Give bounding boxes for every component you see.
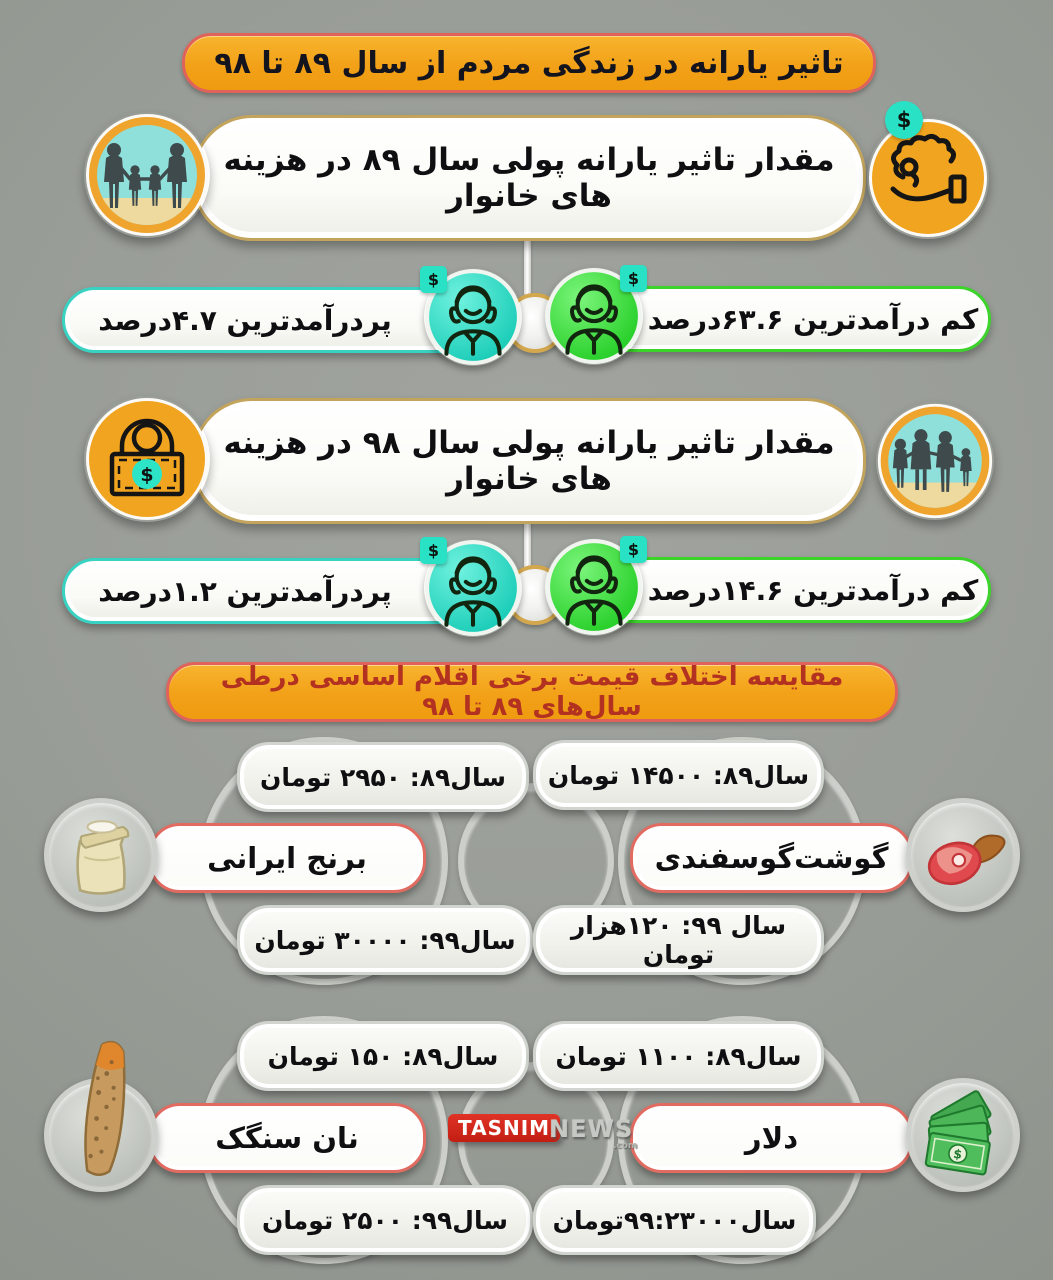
poor-person-icon bbox=[545, 538, 643, 636]
meat-name-pill: گوشت‌گوسفندی bbox=[630, 823, 913, 893]
rich-person-icon bbox=[424, 539, 522, 637]
cash-subsidy-icon bbox=[84, 396, 210, 522]
rice-price-99: سال۹۹: ۳۰۰۰۰ تومان bbox=[237, 905, 533, 975]
rice-name-pill: برنج ایرانی bbox=[148, 823, 426, 893]
rich-person-icon bbox=[424, 268, 522, 366]
page-title: تاثیر یارانه در زندگی مردم از سال ۸۹ تا ۹۸ bbox=[182, 33, 876, 93]
news-logo-text: NEWS bbox=[549, 1115, 634, 1143]
bread-price-99: سال۹۹: ۲۵۰۰ تومان bbox=[237, 1185, 533, 1255]
dollar-bills-icon bbox=[906, 1078, 1020, 1192]
high-income-pill-89: پردرآمدترین ۴.۷درصد bbox=[62, 287, 512, 353]
dollar-price-89: سال۸۹: ۱۱۰۰ تومان bbox=[533, 1021, 824, 1091]
family-icon bbox=[84, 112, 210, 238]
hand-money-icon bbox=[867, 108, 989, 239]
tasnim-news-logo bbox=[448, 1108, 658, 1160]
logo-domain-text: .com bbox=[613, 1141, 638, 1151]
low-income-pill-89: کم درآمدترین ۶۳.۶درصد bbox=[551, 286, 991, 352]
poor-person-icon bbox=[545, 267, 643, 365]
dollar-tag-icon: $ bbox=[420, 266, 447, 293]
section1-header: مقدار تاثیر یارانه پولی سال ۸۹ در هزینه های خانوار bbox=[192, 115, 866, 241]
dollar-tag-icon: $ bbox=[620, 265, 647, 292]
svg-text:$: $ bbox=[952, 1145, 964, 1162]
high-income-pill-98: پردرآمدترین ۱.۲درصد bbox=[62, 558, 512, 624]
meat-price-99: سال ۹۹: ۱۲۰هزار تومان bbox=[533, 905, 824, 975]
low-income-pill-98: کم درآمدترین ۱۴.۶درصد bbox=[551, 557, 991, 623]
dollar-badge-icon: $ bbox=[885, 101, 923, 139]
meat-price-89: سال۸۹: ۱۴۵۰۰ تومان bbox=[533, 740, 824, 810]
comparison-banner: مقایسه اختلاف قیمت برخی اقلام اساسی درطی سال‌های ۸۹ تا ۹۸ bbox=[166, 662, 898, 722]
svg-text:$: $ bbox=[140, 464, 154, 486]
sangak-bread-icon bbox=[44, 1078, 158, 1192]
rice-sack-icon bbox=[44, 798, 158, 912]
rice-price-89: سال۸۹: ۲۹۵۰ تومان bbox=[237, 742, 529, 812]
dollar-tag-icon: $ bbox=[420, 537, 447, 564]
dollar-tag-icon: $ bbox=[620, 536, 647, 563]
bread-price-89: سال۸۹: ۱۵۰ تومان bbox=[237, 1021, 529, 1091]
bread-name-pill: نان سنگک bbox=[148, 1103, 426, 1173]
section2-header: مقدار تاثیر یارانه پولی سال ۹۸ در هزینه های خانوار bbox=[192, 398, 866, 524]
dollar-price-99: سال۹۹:۲۳۰۰۰تومان bbox=[533, 1185, 816, 1255]
dollar-name-pill: دلار bbox=[630, 1103, 913, 1173]
tasnim-logo-box: TASNIM bbox=[448, 1114, 560, 1142]
lamb-meat-icon bbox=[906, 798, 1020, 912]
connector-line-section1 bbox=[524, 234, 531, 296]
family-icon bbox=[876, 402, 994, 520]
